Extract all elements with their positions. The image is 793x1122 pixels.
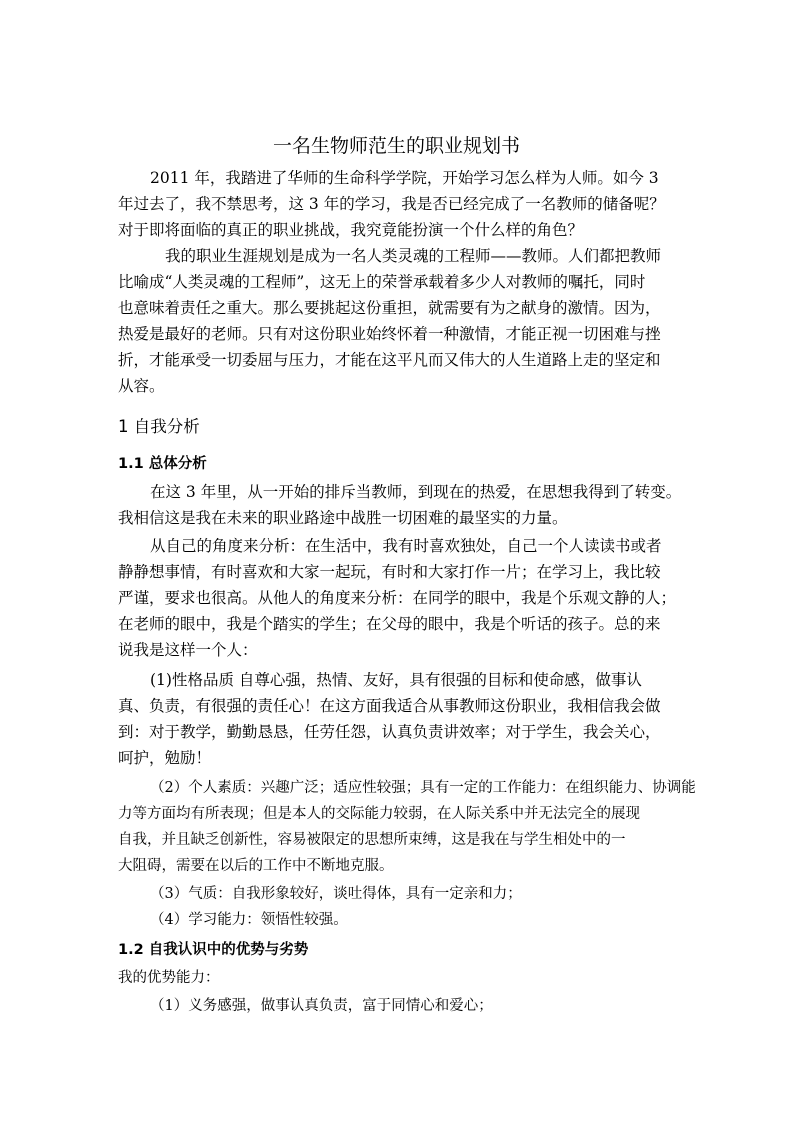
intro-line: 折，才能承受一切委屈与压力，才能在这平凡而又伟大的人生道路上走的坚定和: [118, 351, 661, 369]
body-line: （3）气质：自我形象较好，谈吐得体，具有一定亲和力；: [150, 886, 522, 902]
document-title: 一名生物师范生的职业规划书: [272, 135, 520, 157]
intro-line: 从容。: [118, 377, 165, 395]
body-line: 力等方面均有所表现；但是本人的交际能力较弱，在人际关系中并无法完全的展现: [118, 806, 640, 822]
body-line: 自我，并且缺乏创新性，容易被限定的思想所束缚，这是我在与学生相处中的一: [118, 832, 626, 848]
intro-line: 年过去了，我不禁思考，这 3 年的学习，我是否已经完成了一名教师的储备呢？: [118, 195, 665, 213]
body-line: （4）学习能力：领悟性较强。: [150, 912, 348, 928]
subsection-heading: 1.1 总体分析: [118, 456, 207, 472]
body-line: 真、负责，有很强的责任心！在这方面我适合从事教师这份职业，我相信我会做: [118, 697, 661, 715]
body-line: 在这 3 年里，从一开始的排斥当教师，到现在的热爱，在思想我得到了转变。: [150, 483, 682, 501]
body-line: （2）个人素质：兴趣广泛；适应性较强；具有一定的工作能力：在组织能力、协调能: [150, 780, 696, 796]
intro-line: 对于即将面临的真正的职业挑战，我究竟能扮演一个什么样的角色？: [118, 221, 584, 239]
body-line: 严谨，要求也很高。从他人的角度来分析：在同学的眼中，我是个乐观文静的人；: [118, 589, 677, 607]
body-line: 我的优势能力：: [118, 970, 220, 986]
body-line: 大阻碍，需要在以后的工作中不断地克服。: [118, 858, 394, 874]
body-line: (1)性格品质 自尊心强，热情、友好，具有很强的目标和使命感，做事认: [150, 671, 642, 689]
body-line: 我相信这是我在未来的职业路途中战胜一切困难的最坚实的力量。: [118, 509, 568, 527]
section-heading: 1 自我分析: [118, 417, 200, 436]
intro-line: 热爱是最好的老师。只有对这份职业始终怀着一种激情，才能正视一切困难与挫: [118, 325, 661, 343]
body-line: 在老师的眼中，我是个踏实的学生；在父母的眼中，我是个听话的孩子。总的来: [118, 615, 661, 633]
body-line: 说我是这样一个人：: [118, 641, 258, 659]
body-line: 到：对于教学，勤勤恳恳，任劳任怨，认真负责讲效率；对于学生，我会关心，: [118, 723, 661, 741]
intro-line: 2011 年，我踏进了华师的生命科学学院，开始学习怎么样为人师。如今 3: [150, 169, 659, 187]
body-line: 呵护，勉励！: [118, 749, 212, 767]
intro-line: 比喻成“人类灵魂的工程师”，这无上的荣誉承载着多少人对教师的嘱托，同时: [118, 273, 646, 291]
body-line: 静静想事情，有时喜欢和大家一起玩，有时和大家打作一片；在学习上，我比较: [118, 563, 661, 581]
subsection-heading: 1.2 自我认识中的优势与劣势: [118, 942, 309, 958]
body-line: （1）义务感强，做事认真负责，富于同情心和爱心；: [150, 998, 493, 1014]
intro-line: 也意味着责任之重大。那么要挑起这份重担，就需要有为之献身的激情。因为，: [118, 299, 661, 317]
body-line: 从自己的角度来分析：在生活中，我有时喜欢独处，自己一个人读读书或者: [150, 537, 662, 555]
intro-line: 我的职业生涯规划是成为一名人类灵魂的工程师——教师。人们都把教师: [165, 247, 662, 265]
